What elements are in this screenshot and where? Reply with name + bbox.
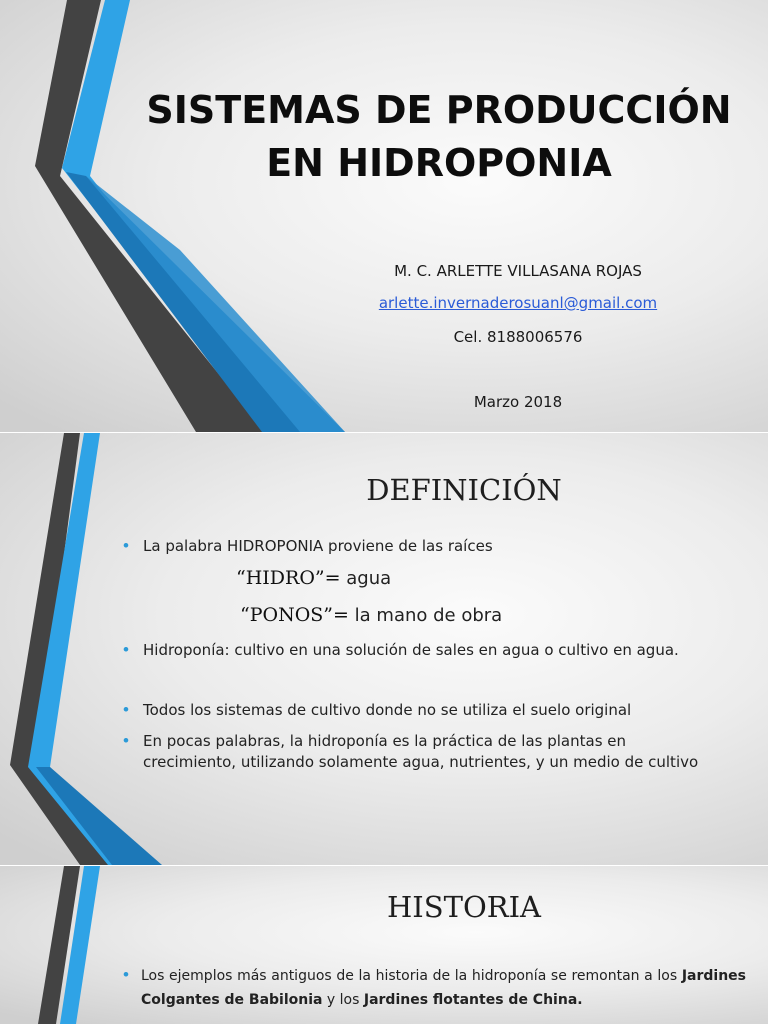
history-text-middle: y los [322,992,364,1008]
slide-definition [0,433,768,865]
author-email-link[interactable]: arlette.invernaderosuanl@gmail.com [378,294,658,312]
bullet-dot: • [123,536,129,555]
history-text-before: Los ejemplos más antiguos de la historia de la hidroponía se remontan a los [141,968,682,984]
slide-title [0,0,768,432]
author-email-wrap [268,294,768,312]
ponos-value: la mano de obra [348,605,503,626]
history-heading: HISTORIA [387,890,541,924]
definition-heading: DEFINICIÓN [366,473,562,507]
ponos-term: “PONOS”= [240,604,349,626]
hidro-term: “HIDRO”= [236,567,341,589]
slide-history [0,866,768,1024]
author-phone: Cel. 8188006576 [453,328,583,346]
title-line-1: SISTEMAS DE PRODUCCIÓN [146,88,732,132]
definition-bullet-4: En pocas palabras, la hidroponía es la práctica de las plantas en crecimiento, utilizando solamente agua, nutrientes, y un medio de cultivo [143,732,699,771]
hidro-value: agua [340,568,392,589]
bullet-dot: • [123,700,129,719]
slide-decoration [0,0,360,432]
presentation-date: Marzo 2018 [473,393,563,411]
slide-decoration [0,866,120,1024]
history-bullet-1 [141,964,746,1012]
bullet-dot: • [123,731,129,750]
definition-bullet-2: Hidroponía: cultivo en una solución de sales en agua o cultivo en agua. [143,641,679,659]
hidro-definition [236,567,391,589]
bullet-dot: • [123,640,129,659]
definition-bullet-1: La palabra HIDROPONIA proviene de las raíces [143,537,493,555]
presentation-title [110,84,768,190]
history-strong-babilonia: Jardines Colgantes de Babilonia [141,968,746,1008]
author-name: M. C. ARLETTE VILLASANA ROJAS [394,262,642,280]
bullet-dot: • [123,965,129,984]
ponos-definition [240,604,502,626]
definition-bullet-3: Todos los sistemas de cultivo donde no se utiliza el suelo original [143,701,632,719]
title-line-2: EN HIDROPONIA [266,141,612,185]
history-strong-china: Jardines flotantes de China. [363,992,583,1008]
